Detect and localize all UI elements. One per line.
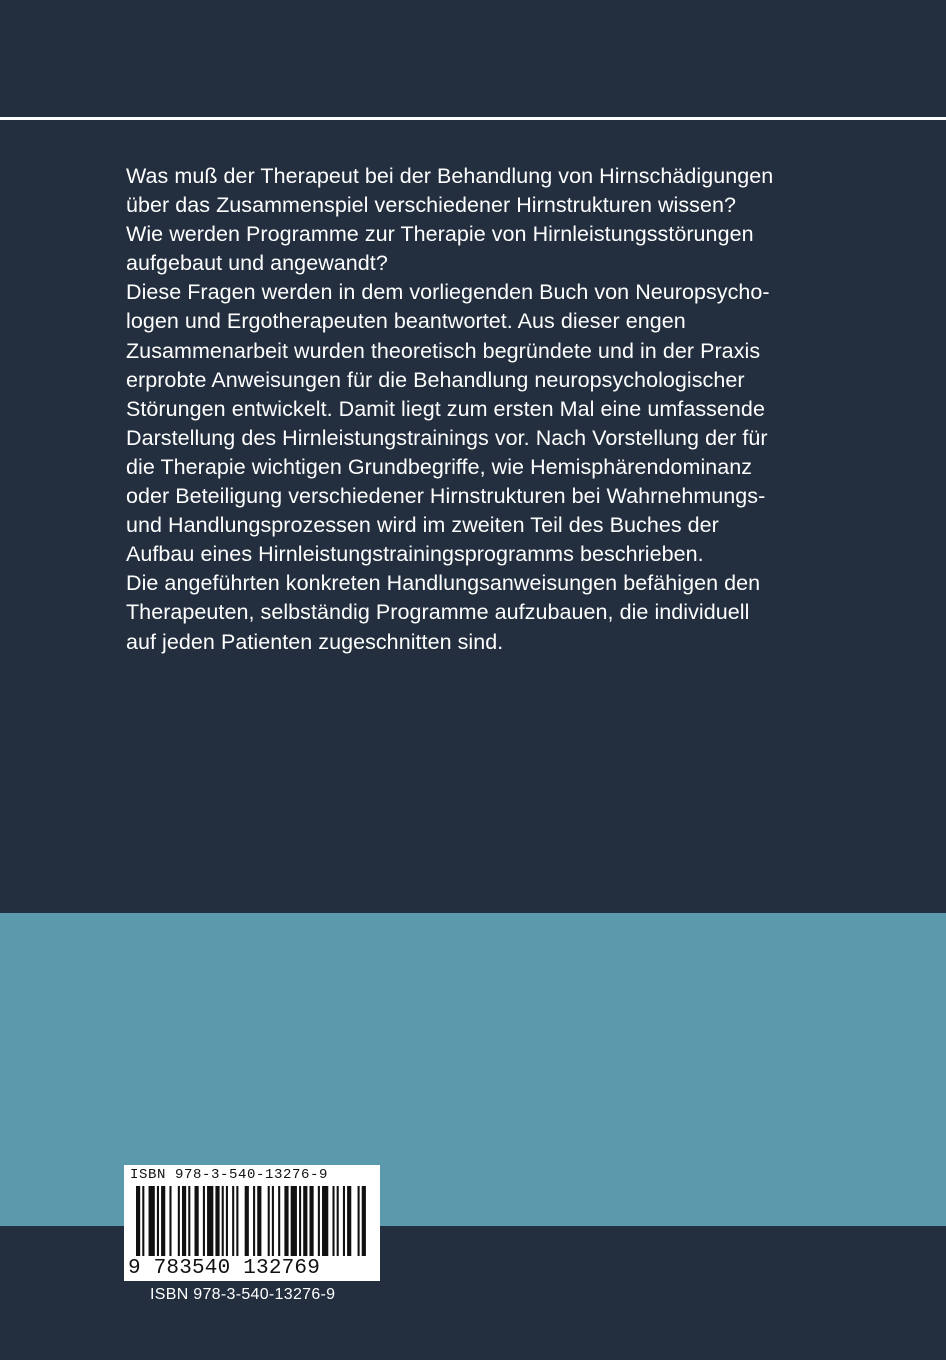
barcode-bar (136, 1186, 140, 1256)
barcode-isbn-label: ISBN 978-3-540-13276-9 (130, 1167, 329, 1183)
blurb-line: Aufbau eines Hirnleistungstrainingsprogramms beschrieben. (126, 542, 704, 567)
blurb-line: Zusammenarbeit wurden theoretisch begründete und in der Praxis (126, 338, 761, 363)
barcode-ean-digits: 9 783540 132769 (128, 1257, 321, 1280)
barcode-bar (157, 1186, 159, 1256)
blurb-line: logen und Ergotherapeuten beantwortet. Aus dieser engen (126, 309, 686, 334)
barcode-bar (232, 1186, 234, 1256)
blurb-line: Diese Fragen werden in dem vorliegenden Buch von Neuropsycho- (126, 280, 770, 305)
barcode-bar (203, 1186, 205, 1256)
blurb-line: Störungen entwickelt. Damit liegt zum ersten Mal eine umfassende (126, 396, 765, 421)
barcode-bar (236, 1186, 238, 1256)
barcode-bar (303, 1186, 307, 1256)
barcode-bar (142, 1186, 144, 1256)
blurb-line: auf jeden Patienten zugeschnitten sind. (126, 629, 504, 654)
barcode-bar (278, 1186, 280, 1256)
blurb-line: und Handlungsprozessen wird im zweiten Teil des Buches der (126, 513, 719, 538)
blurb-line: aufgebaut und angewandt? (126, 251, 388, 276)
blurb-line: Wie werden Programme zur Therapie von Hirnleistungsstörungen (126, 222, 754, 247)
barcode-bar (362, 1186, 366, 1256)
barcode-bar (178, 1186, 180, 1256)
barcode-bar (195, 1186, 199, 1256)
barcode-bar (257, 1186, 261, 1256)
blurb-line: oder Beteiligung verschiedener Hirnstrukturen bei Wahrnehmungs- (126, 484, 766, 509)
barcode-bar (343, 1186, 345, 1256)
blurb-line: erprobte Anweisungen für die Behandlung neuropsychologischer (126, 367, 745, 392)
barcode-panel (124, 1165, 380, 1281)
barcode-bar (322, 1186, 328, 1256)
horizontal-rule (0, 117, 946, 120)
barcode-bar (169, 1186, 171, 1256)
barcode-bar (215, 1186, 219, 1256)
barcode-bar (182, 1186, 186, 1256)
barcode-bar (299, 1186, 301, 1256)
barcode-bar (337, 1186, 339, 1256)
barcode-bar (291, 1186, 297, 1256)
barcode-bar (358, 1186, 360, 1256)
cover-top-band (0, 0, 946, 117)
barcode-bar (245, 1186, 249, 1256)
barcode-bar (188, 1186, 190, 1256)
blurb-line: Therapeuten, selbständig Programme aufzubauen, die individuell (126, 600, 750, 625)
barcode-bar (309, 1186, 313, 1256)
barcode-bar (253, 1186, 255, 1256)
barcode-bar (226, 1186, 228, 1256)
barcode-bar (268, 1186, 270, 1256)
barcode-bar (161, 1186, 165, 1256)
barcode-icon (136, 1186, 368, 1256)
barcode-bar (272, 1186, 274, 1256)
barcode-bar (149, 1186, 155, 1256)
barcode-bar (347, 1186, 351, 1256)
barcode-bar (332, 1186, 334, 1256)
barcode-bar (284, 1186, 288, 1256)
blurb-line: Die angeführten konkreten Handlungsanweisungen befähigen den (126, 571, 761, 596)
blurb-line: über das Zusammenspiel verschiedener Hirnstrukturen wissen? (126, 193, 736, 218)
barcode-bar (222, 1186, 224, 1256)
blurb-line: Was muß der Therapeut bei der Behandlung von Hirnschädigungen (126, 164, 774, 188)
barcode-bar (318, 1186, 320, 1256)
blurb-line: die Therapie wichtigen Grundbegriffe, wie Hemisphärendominanz (126, 454, 753, 479)
blurb-text (126, 162, 826, 657)
blurb-line: Darstellung des Hirnleistungstrainings vor. Nach Vorstellung der für (126, 425, 768, 450)
barcode-bar (207, 1186, 213, 1256)
isbn-footer: ISBN 978-3-540-13276-9 (150, 1286, 336, 1303)
